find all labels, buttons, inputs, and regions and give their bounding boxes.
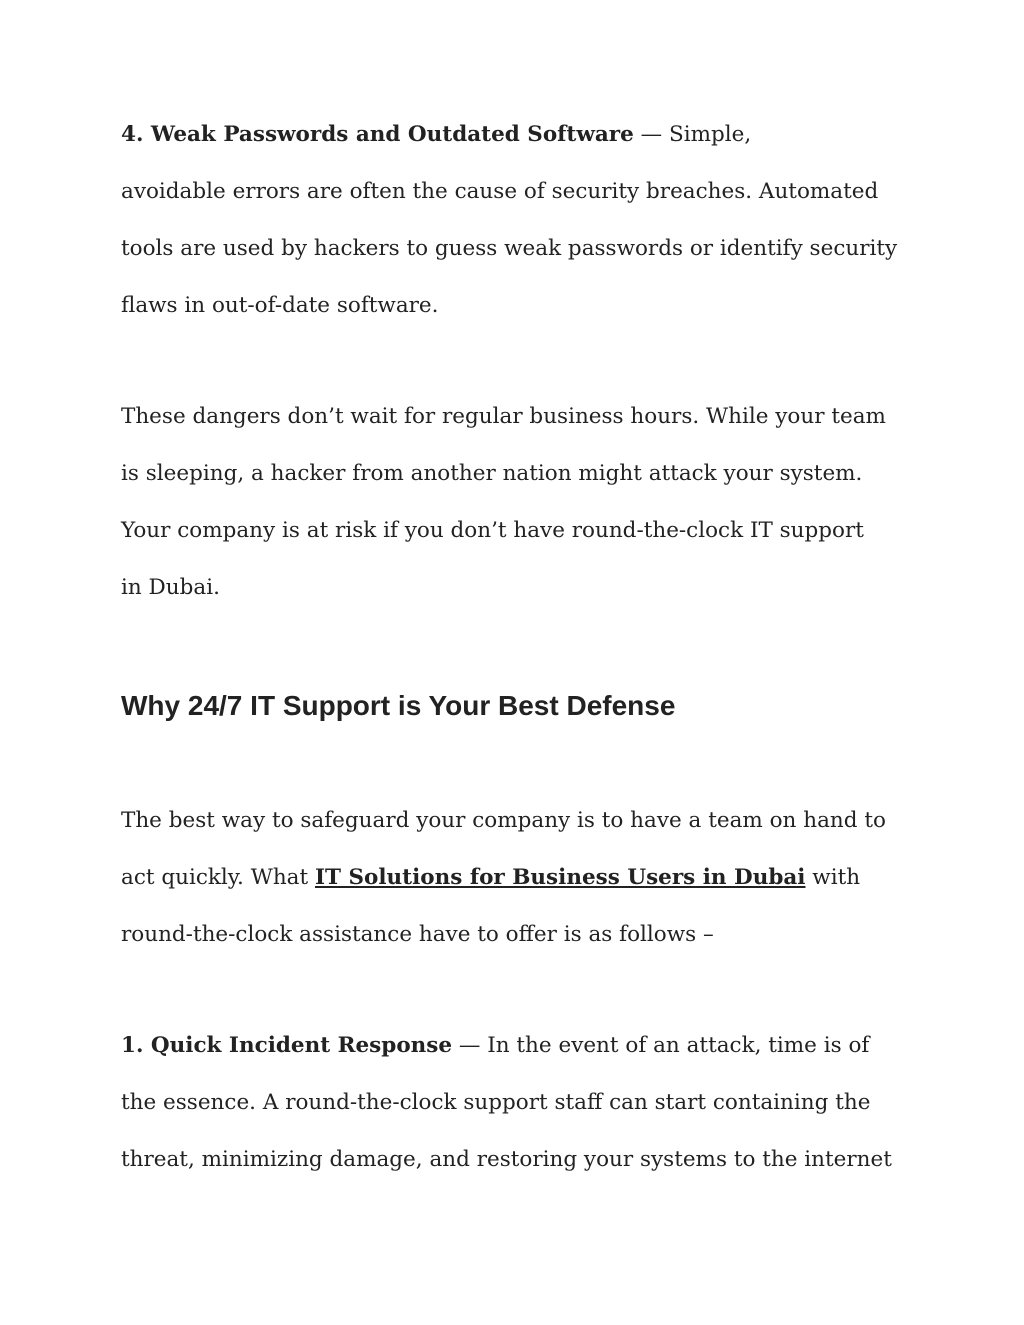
text-line: Your company is at risk if you don’t have round-the-clock IT support: [121, 518, 864, 543]
point-title: 1. Quick Incident Response: [121, 1033, 453, 1058]
text: — In the event of an attack, time is of: [452, 1033, 870, 1058]
text-line: The best way to safeguard your company is to have a team on hand to: [121, 808, 886, 833]
text-line: flaws in out-of-date software.: [121, 293, 439, 318]
text-line: [121, 120, 751, 150]
text-line: [121, 1031, 869, 1061]
text-line: tools are used by hackers to guess weak passwords or identify security: [121, 236, 898, 261]
it-solutions-link[interactable]: IT Solutions for Business Users in Dubai: [314, 865, 806, 890]
text-line: is sleeping, a hacker from another nation might attack your system.: [121, 461, 863, 486]
text-line: threat, minimizing damage, and restoring your systems to the internet: [121, 1147, 892, 1172]
text-line: These dangers don’t wait for regular business hours. While your team: [121, 404, 886, 429]
text: act quickly. What: [121, 865, 315, 890]
text-line: avoidable errors are often the cause of security breaches. Automated: [121, 179, 879, 204]
section-heading: Why 24/7 IT Support is Your Best Defense: [121, 690, 676, 721]
text-line: in Dubai.: [121, 575, 220, 600]
text-line: [121, 863, 860, 893]
text: — Simple,: [633, 122, 752, 147]
text-line: round-the-clock assistance have to offer is as follows –: [121, 922, 714, 947]
text-line: the essence. A round-the-clock support staff can start containing the: [121, 1090, 871, 1115]
text: with: [805, 865, 861, 890]
point-title: 4. Weak Passwords and Outdated Software: [121, 122, 634, 147]
